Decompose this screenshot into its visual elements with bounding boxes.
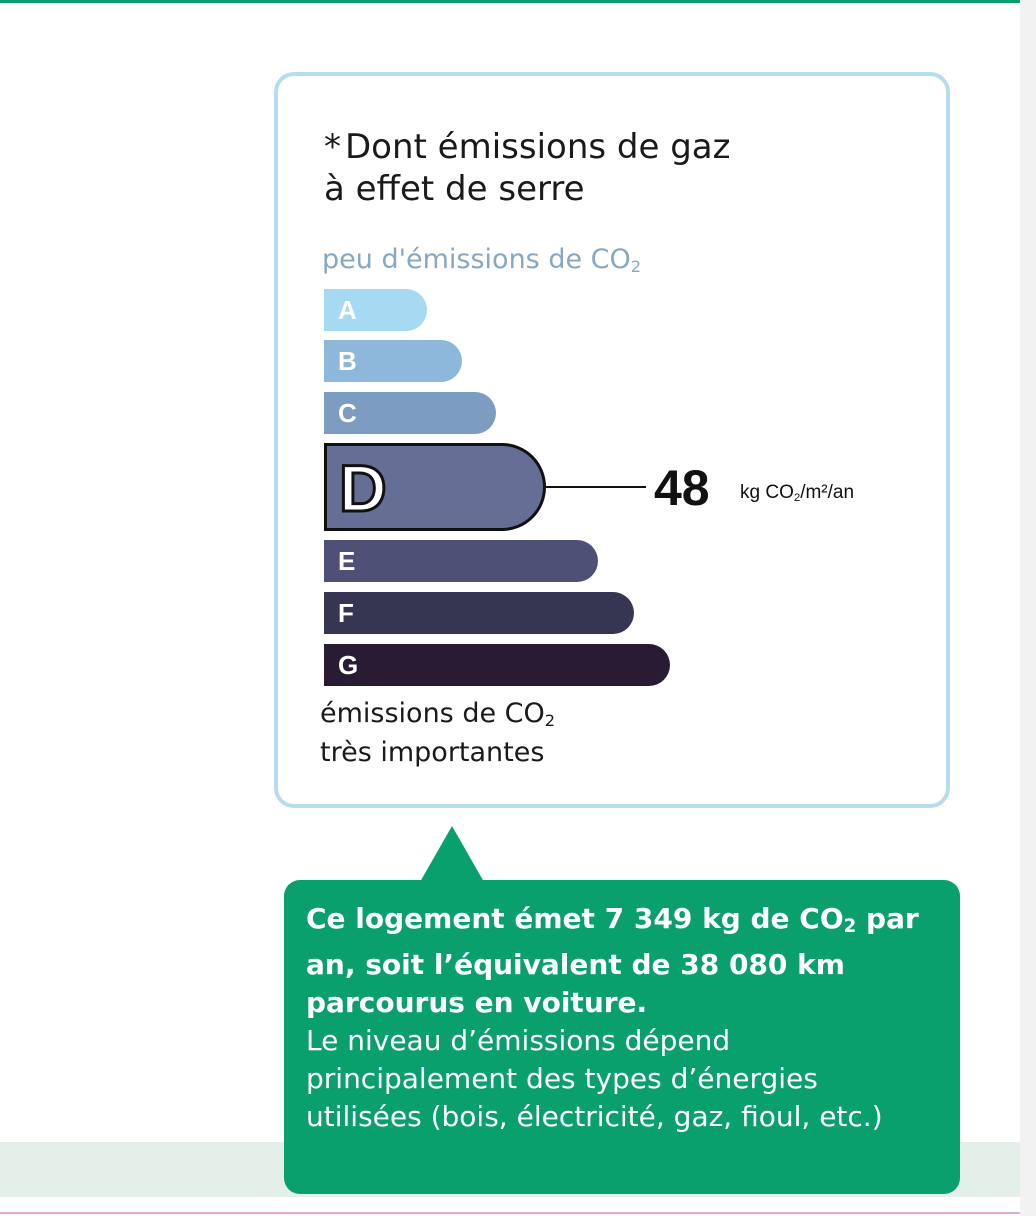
class-letter: G — [338, 650, 359, 680]
title-line-1: Dont émissions de gaz — [345, 127, 731, 167]
callout-arrow — [420, 826, 484, 882]
class-letter: B — [338, 346, 357, 376]
title-star: * — [324, 127, 341, 167]
class-letter: C — [338, 398, 357, 428]
ges-value: 48 — [654, 460, 710, 516]
ges-class-d-bar-selected — [324, 443, 546, 531]
callout-text: Le niveau d’émissions dépend principalement des types d’énergies utilisées (bois, électricité, gaz, fioul, etc.) — [306, 1024, 883, 1133]
ges-class-a-bar — [324, 289, 427, 331]
bottom-divider — [0, 1212, 1020, 1214]
ges-title — [324, 126, 730, 210]
ges-label-card — [274, 72, 950, 808]
ges-class-c-bar — [324, 392, 496, 434]
ges-class-g-bar — [324, 644, 670, 686]
value-pointer-line — [546, 486, 646, 488]
emissions-callout — [284, 880, 960, 1194]
top-divider — [0, 0, 1020, 3]
ges-class-e-bar — [324, 540, 598, 582]
class-letter: F — [338, 598, 354, 628]
callout-emphasis: Ce logement émet 7 349 kg de $CO_2$ par an, soit l’équivalent de 38 080 km parcourus en voiture. — [306, 902, 919, 1019]
high-emissions-label: émissions de $CO_2$ très importantes — [320, 698, 556, 768]
class-letter: D — [339, 451, 387, 525]
ges-unit: kg $CO_2/m^2/an$ — [740, 482, 855, 504]
title-line-2: à effet de serre — [324, 169, 585, 209]
class-letter: E — [338, 546, 356, 576]
right-scroll-strip — [1020, 0, 1036, 1216]
low-emissions-label: peu d'émissions de $CO_2$ — [322, 244, 642, 276]
ges-class-f-bar — [324, 592, 634, 634]
ges-class-b-bar — [324, 340, 462, 382]
class-letter: A — [338, 295, 357, 325]
